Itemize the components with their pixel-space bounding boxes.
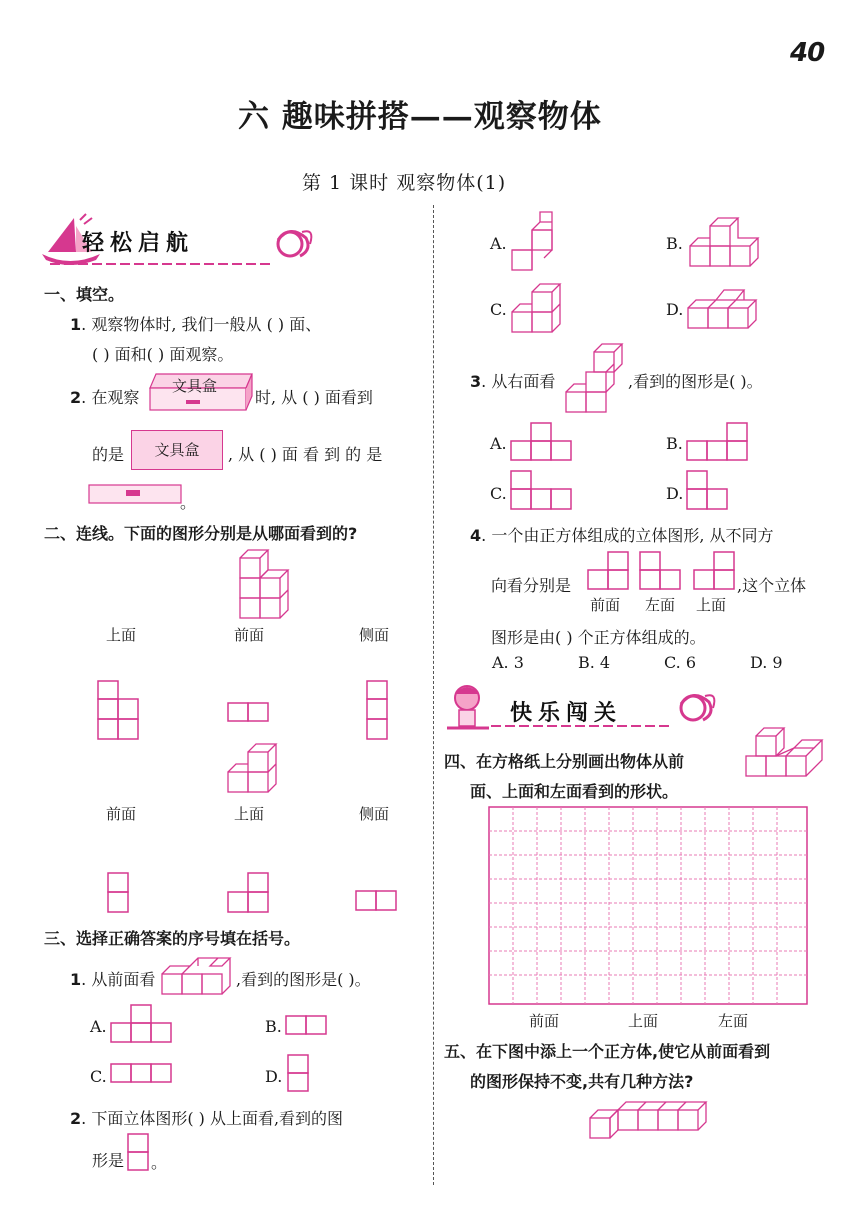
s3-q3-shape-b xyxy=(686,422,752,462)
s3-q1-opt-b[interactable]: B. xyxy=(265,1017,282,1036)
s3-q2-opt-b[interactable]: B. xyxy=(666,234,683,253)
s3-q1-a: 1. 从前面看 xyxy=(70,970,156,989)
s3-q4-label-left: 左面 xyxy=(645,596,676,614)
pencil-box-label: 文具盒 xyxy=(172,377,218,395)
unit-title: 六 趣味拼搭——观察物体 xyxy=(238,99,602,135)
section4-heading-1: 四、在方格纸上分别画出物体从前 xyxy=(444,752,685,771)
s3-q3-opt-c[interactable]: C. xyxy=(490,484,507,503)
s3-q3-opt-a[interactable]: A. xyxy=(490,434,507,453)
s5-solid xyxy=(588,1096,710,1142)
s3-q1-b: ,看到的图形是( )。 xyxy=(236,970,371,989)
s3-q4-line2a: 向看分别是 xyxy=(491,576,572,595)
label-front-2: 前面 xyxy=(106,805,137,823)
s3-q1-shape-a xyxy=(110,1004,174,1044)
s3-q2-a: 2. 下面立体图形( ) 从上面看,看到的图 xyxy=(70,1109,344,1128)
s3-q2-solid-c xyxy=(510,282,566,334)
s4-solid xyxy=(744,716,828,778)
s1-q2-a: 2. 在观察 xyxy=(70,388,140,407)
q-number: 4 xyxy=(470,526,482,545)
label-side-1: 侧面 xyxy=(359,626,390,644)
grid-label-left: 左面 xyxy=(718,1012,749,1030)
s3-q4-choice-b[interactable]: B. 4 xyxy=(578,653,611,672)
s1-q1-line1: 1. 观察物体时, 我们一般从 ( ) 面、 xyxy=(70,315,322,334)
grid-paper[interactable] xyxy=(488,806,810,1006)
s3-q4-choice-a[interactable]: A. 3 xyxy=(492,653,524,672)
s3-q3-shape-a xyxy=(510,422,576,462)
view-two-squares[interactable] xyxy=(227,702,271,724)
column-divider xyxy=(433,205,434,1185)
label-top-2: 上面 xyxy=(234,805,265,823)
s3-q2-shape xyxy=(127,1133,151,1173)
s3-q1-opt-d[interactable]: D. xyxy=(265,1067,283,1086)
section2-heading: 二、连线。下面的图形分别是从哪面看到的? xyxy=(44,524,358,543)
s3-q1-opt-c[interactable]: C. xyxy=(90,1067,107,1086)
section1-heading: 一、填空。 xyxy=(44,285,125,304)
s3-q2-c: 。 xyxy=(151,1153,168,1172)
section3-heading: 三、选择正确答案的序号填在括号。 xyxy=(44,929,301,948)
section4-heading-2: 面、上面和左面看到的形状。 xyxy=(470,782,679,801)
view-column-three[interactable] xyxy=(366,680,390,740)
s1-q2-b: 时, 从 ( ) 面看到 xyxy=(255,388,373,407)
s3-q2-solid-b xyxy=(688,214,760,270)
pencil-box-top-view: 文具盒 xyxy=(131,430,223,470)
s3-q2-b: 形是 xyxy=(92,1151,125,1170)
lesson-title: 第 1 课时 观察物体(1) xyxy=(302,172,507,194)
view-l-shape[interactable] xyxy=(97,680,141,740)
s3-q4-choice-d[interactable]: D. 9 xyxy=(750,653,783,672)
s3-q3-shape-c xyxy=(510,470,576,512)
s3-q1-solid xyxy=(160,950,236,996)
view-column-two[interactable] xyxy=(107,872,131,914)
s3-q3-a: 3. 从右面看 xyxy=(470,372,556,391)
s3-q3-opt-b[interactable]: B. xyxy=(666,434,683,453)
s3-q3-shape-d xyxy=(686,470,732,512)
s1-q2-c: 的是 xyxy=(92,445,125,464)
s3-q2-opt-a[interactable]: A. xyxy=(490,234,507,253)
cube-stack-steps xyxy=(222,742,278,794)
label-top-1: 上面 xyxy=(106,626,137,644)
s1-q2-d: , 从 ( ) 面 看 到 的 是 xyxy=(228,445,383,464)
grid-label-front: 前面 xyxy=(529,1012,560,1030)
s3-q2-solid-d xyxy=(686,282,766,332)
cube-stack-l-shape xyxy=(234,548,294,620)
q-number: 3 xyxy=(470,372,482,391)
page-number: 40 xyxy=(790,38,825,68)
s3-q3-solid xyxy=(564,340,626,414)
s3-q1-shape-d xyxy=(287,1054,311,1094)
q-number: 2 xyxy=(70,388,82,407)
s3-q2-opt-d[interactable]: D. xyxy=(666,300,684,319)
s3-q1-shape-b xyxy=(285,1015,349,1037)
s1-q1-line2: ( ) 面和( ) 面观察。 xyxy=(92,345,234,364)
grid-paper-svg xyxy=(488,806,810,1006)
s3-q4-label-top: 上面 xyxy=(696,596,727,614)
s3-q3-opt-d[interactable]: D. xyxy=(666,484,684,503)
view-row-two[interactable] xyxy=(355,890,399,912)
q-number: 2 xyxy=(70,1109,82,1128)
q-number: 1 xyxy=(70,970,82,989)
s3-q1-shape-c xyxy=(110,1063,174,1085)
s3-q4-line1: 4. 一个由正方体组成的立体图形, 从不同方 xyxy=(470,526,774,545)
label-side-2: 侧面 xyxy=(359,805,390,823)
s3-q1-opt-a[interactable]: A. xyxy=(90,1017,107,1036)
s3-q4-label-front: 前面 xyxy=(590,596,621,614)
s3-q4-view-top xyxy=(693,551,737,591)
section5-heading-2: 的图形保持不变,共有几种方法? xyxy=(470,1072,694,1091)
banner-happy-pass-label: 快乐闯关 xyxy=(510,701,623,726)
grid-label-top: 上面 xyxy=(628,1012,659,1030)
s3-q2-solid-a xyxy=(510,210,554,272)
s3-q4-view-left xyxy=(639,551,683,591)
s3-q4-line3: 图形是由( ) 个正方体组成的。 xyxy=(491,628,706,647)
section5-heading-1: 五、在下图中添上一个正方体,使它从前面看到 xyxy=(444,1042,771,1061)
view-step-shape[interactable] xyxy=(227,872,271,914)
s3-q4-choice-c[interactable]: C. 6 xyxy=(664,653,697,672)
pencil-box-side-view xyxy=(88,484,184,506)
s3-q4-line2b: ,这个立体 xyxy=(737,576,807,595)
s1-q2-e: 。 xyxy=(180,493,197,512)
s3-q3-b: ,看到的图形是( )。 xyxy=(628,372,763,391)
s3-q4-view-front xyxy=(587,551,631,591)
q-number: 1 xyxy=(70,315,82,334)
banner-easy-start-label: 轻松启航 xyxy=(82,231,195,256)
label-front-1: 前面 xyxy=(234,626,265,644)
s3-q2-opt-c[interactable]: C. xyxy=(490,300,507,319)
